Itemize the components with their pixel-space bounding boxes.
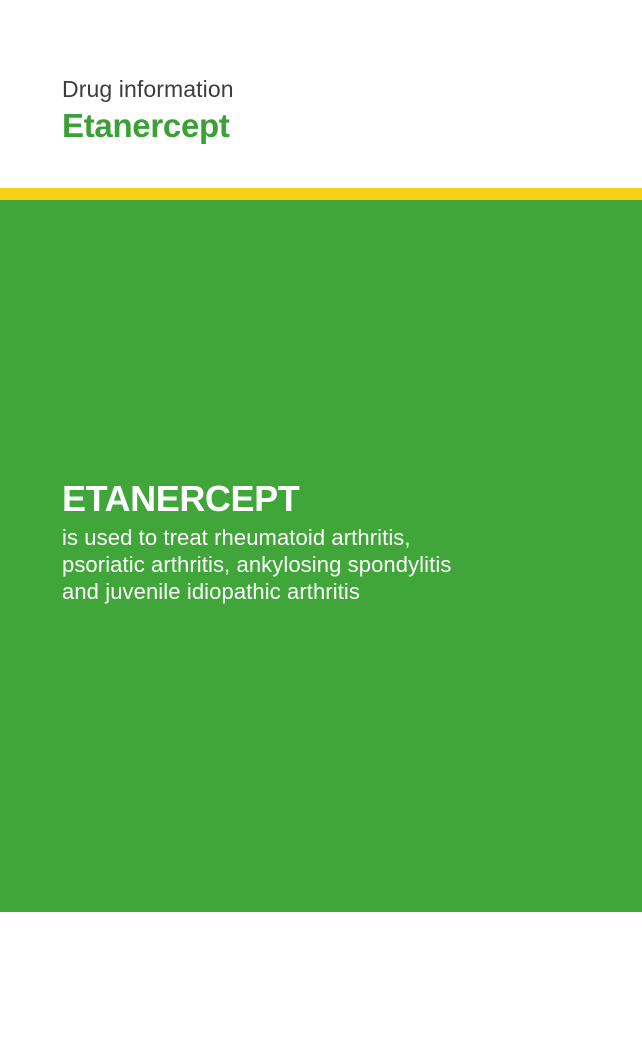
logo-line-arthritis: ARTHRITIS [62, 1019, 224, 1058]
logo-line-versus: VERSUS [62, 971, 227, 1025]
page-title: Etanercept [62, 107, 230, 144]
statement-block [62, 478, 482, 605]
statement-title: ETANERCEPT [62, 478, 300, 519]
document-header [0, 0, 642, 188]
kicker-label: Drug information [62, 76, 234, 102]
versus-arthritis-logo [62, 971, 262, 1058]
yellow-divider [0, 188, 642, 200]
statement-body: is used to treat rheumatoid arthritis, psoriatic arthritis, ankylosing spondylitis and juvenile idiopathic arthritis [62, 525, 452, 604]
green-cover-panel [0, 200, 642, 1058]
header-text-block [62, 74, 234, 146]
